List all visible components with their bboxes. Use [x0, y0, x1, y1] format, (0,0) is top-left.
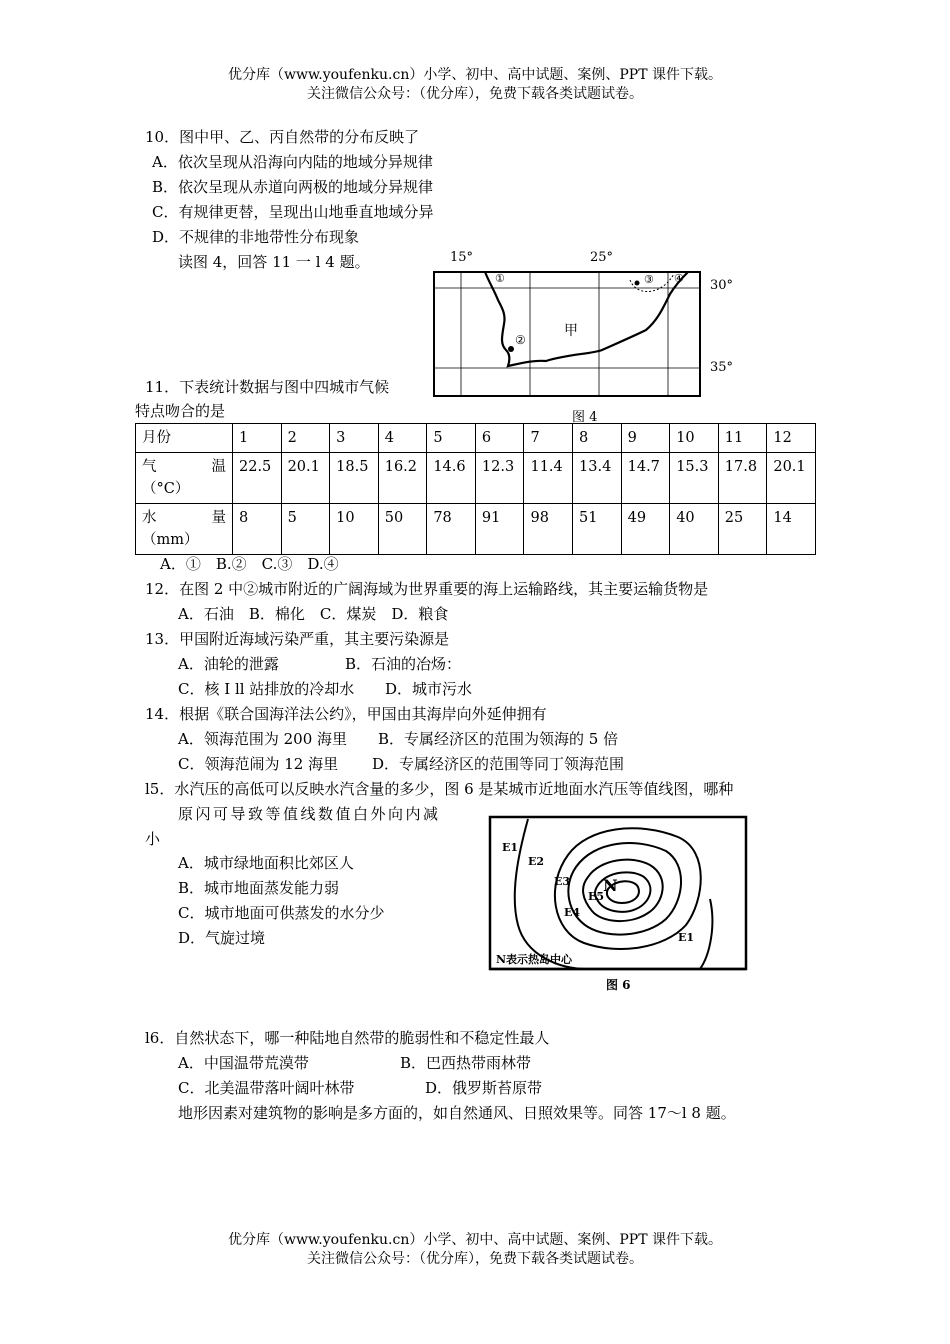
heat-island-note: N表示热岛中心 [496, 953, 573, 966]
temp-cell: 13.4 [573, 453, 622, 504]
temp-cell: 20.1 [767, 453, 816, 504]
q15-option-d: D．气旋过境 [178, 929, 266, 947]
temp-cell: 22.5 [233, 453, 282, 504]
figure-4-caption: 图 4 [572, 410, 598, 425]
isoline-e3: E3 [554, 875, 571, 888]
rain-cell: 10 [330, 504, 379, 555]
longitude-25-label: 25° [590, 250, 614, 265]
rain-cell: 25 [718, 504, 767, 555]
rain-cell: 78 [427, 504, 476, 555]
rain-cell: 14 [767, 504, 816, 555]
rain-cell: 5 [281, 504, 330, 555]
q10-option-c: C．有规律更替，呈现出山地垂直地域分异 [152, 203, 434, 221]
latitude-35-label: 35° [710, 360, 734, 375]
q11-options: A．① B.② C.③ D.④ [160, 555, 339, 573]
month-header-cell: 月份 [136, 424, 233, 453]
q14-option-c: C．领海范闹为 12 海里 [178, 755, 339, 773]
page-header [0, 66, 950, 104]
country-jia-label: 甲 [564, 323, 578, 339]
q13-option-d: D．城市污水 [385, 680, 473, 698]
month-cell: 4 [378, 424, 427, 453]
temp-label-a: 气 [142, 459, 157, 475]
rain-cell: 50 [378, 504, 427, 555]
isoline-graphic [488, 815, 750, 995]
q16-option-c: C．北美温带落叶阔叶林带 [178, 1079, 355, 1097]
q15-option-a: A．城市绿地面积比郊区人 [178, 854, 354, 872]
temp-cell: 14.6 [427, 453, 476, 504]
rain-label-a: 水 [142, 510, 157, 526]
q14-option-a: A．领海范围为 200 海里 [178, 730, 347, 748]
rainfall-row [136, 504, 816, 555]
month-cell: 12 [767, 424, 816, 453]
temp-cell: 17.8 [718, 453, 767, 504]
q15-stem-line-1: l5．水汽压的高低可以反映水汽含量的多少，图 6 是某城市近地面水汽压等值线图，哪种 [145, 780, 734, 798]
isoline-e1-bottom: E1 [678, 931, 695, 944]
temp-cell: 11.4 [524, 453, 573, 504]
rain-label-b: 量 [211, 510, 226, 526]
q14-stem: 14．根据《联合国海洋法公约》，甲国由其海岸向外延伸拥有 [145, 705, 547, 723]
month-cell: 3 [330, 424, 379, 453]
footer-line-1: 优分库（www.youfenku.cn）小学、初中、高中试题、案例、PPT 课件下载。 [227, 1232, 722, 1248]
city-marker-2: ② [515, 333, 526, 347]
month-cell: 8 [573, 424, 622, 453]
temp-cell: 18.5 [330, 453, 379, 504]
q13-stem: 13．甲国附近海域污染严重，其主要污染源是 [145, 630, 450, 648]
climate-data-table [135, 423, 816, 555]
q15-stem-line-3: 小 [145, 830, 161, 848]
rain-cell: 91 [475, 504, 524, 555]
q16-stem: l6．自然状态下，哪一种陆地自然带的脆弱性和不稳定性最人 [145, 1029, 550, 1047]
temperature-header-cell [136, 453, 233, 504]
heat-island-center-n: N [603, 876, 618, 895]
q10-option-b: B．依次呈现从赤道向两极的地域分异规律 [152, 178, 434, 196]
figure-4-map [430, 250, 770, 426]
q14-option-d: D．专属经济区的范围等同丁领海范围 [372, 755, 625, 773]
temp-cell: 14.7 [621, 453, 670, 504]
q16-option-a: A．中国温带荒漠带 [178, 1054, 309, 1072]
month-cell: 9 [621, 424, 670, 453]
q13-option-c: C．核 I ll 站排放的冷却水 [178, 680, 355, 698]
temp-unit: （°C） [142, 481, 190, 497]
month-cell: 11 [718, 424, 767, 453]
month-cell: 10 [670, 424, 719, 453]
temp-cell: 12.3 [475, 453, 524, 504]
month-cell: 2 [281, 424, 330, 453]
rain-cell: 40 [670, 504, 719, 555]
rain-cell: 51 [573, 504, 622, 555]
q10-option-d: D．不规律的非地带性分布现象 [152, 228, 360, 246]
rainfall-header-cell [136, 504, 233, 555]
temp-cell: 15.3 [670, 453, 719, 504]
month-row [136, 424, 816, 453]
temp-cell: 16.2 [378, 453, 427, 504]
month-cell: 5 [427, 424, 476, 453]
figure-6-caption: 图 6 [606, 978, 631, 992]
longitude-15-label: 15° [450, 250, 474, 265]
q12-stem: 12．在图 2 中②城市附近的广阔海域为世界重要的海上运输路线，其主要运输货物是 [145, 580, 709, 598]
temp-cell: 20.1 [281, 453, 330, 504]
q13-option-a: A．油轮的泄露 [178, 655, 279, 673]
temperature-row [136, 453, 816, 504]
month-cell: 6 [475, 424, 524, 453]
map-graphic [430, 250, 770, 426]
rain-cell: 49 [621, 504, 670, 555]
q15-option-b: B．城市地面蒸发能力弱 [178, 879, 340, 897]
isoline-e5: E5 [588, 890, 605, 903]
q10-stem: 10．图中甲、乙、丙自然带的分布反映了 [145, 128, 420, 146]
q14-option-b: B．专属经济区的范围为领海的 5 倍 [378, 730, 619, 748]
rain-cell: 98 [524, 504, 573, 555]
figure-6-isoline-map [488, 815, 750, 995]
page-footer [0, 1231, 950, 1269]
isoline-e1-top: E1 [502, 841, 519, 854]
temp-label-b: 温 [211, 459, 226, 475]
q17-18-intro: 地形因素对建筑物的影响是多方面的，如自然通风、日照效果等。同答 17～l 8 题。 [178, 1104, 736, 1122]
footer-line-2: 关注微信公众号：（优分库），免费下载各类试题试卷。 [307, 1251, 643, 1267]
isoline-e2: E2 [528, 855, 545, 868]
header-line-2: 关注微信公众号：（优分库），免费下载各类试题试卷。 [307, 86, 643, 102]
read-fig4-instruction: 读图 4，回答 11 一 l 4 题。 [178, 253, 370, 271]
q15-stem-line-2: 原闪可导致等值线数值白外向内减 [178, 805, 441, 823]
q10-option-a: A．依次呈现从沿海向内陆的地域分异规律 [152, 153, 433, 171]
latitude-30-label: 30° [710, 278, 734, 293]
city-marker-4: ④ [674, 272, 684, 285]
header-line-1: 优分库（www.youfenku.cn）小学、初中、高中试题、案例、PPT 课件下载。 [227, 67, 722, 83]
city-marker-1: ① [495, 272, 505, 285]
isoline-e4: E4 [564, 906, 581, 919]
rain-unit: （mm） [142, 532, 199, 548]
q15-option-c: C．城市地面可供蒸发的水分少 [178, 904, 385, 922]
q16-option-d: D．俄罗斯苔原带 [425, 1079, 543, 1097]
month-cell: 7 [524, 424, 573, 453]
rain-cell: 8 [233, 504, 282, 555]
city-marker-3: ③ [644, 273, 654, 286]
q13-option-b: B．石油的冶炀： [345, 655, 462, 673]
month-cell: 1 [233, 424, 282, 453]
q16-option-b: B．巴西热带雨林带 [400, 1054, 532, 1072]
q11-stem-line-2: 特点吻合的是 [135, 402, 226, 420]
q11-stem-line-1: 11．下表统计数据与图中四城市气候 [145, 378, 390, 396]
q12-options: A．石油 B．棉化 C．煤炭 D．粮食 [178, 605, 449, 623]
